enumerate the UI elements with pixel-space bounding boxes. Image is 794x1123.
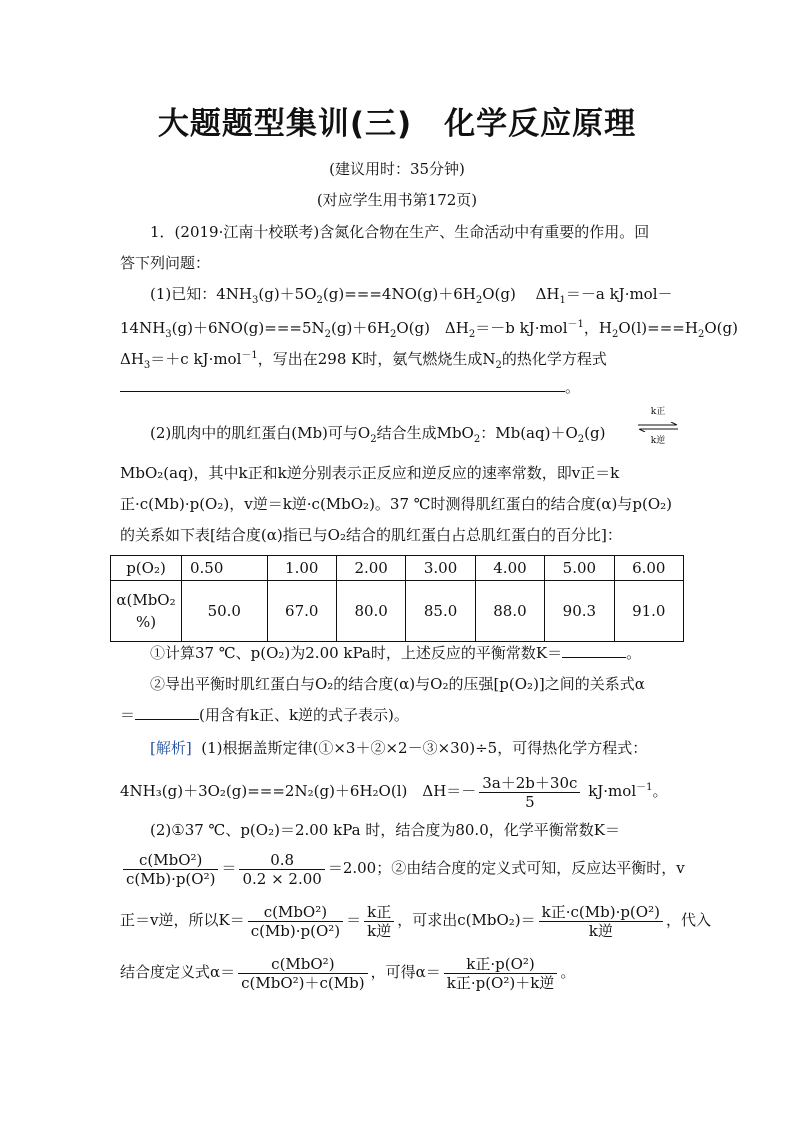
table-cell: 50.0 xyxy=(182,581,268,642)
page-title: 大题题型集训(三) 化学反应原理 xyxy=(157,106,637,142)
table-cell: 3.00 xyxy=(406,556,475,581)
sub-question-2: ②导出平衡时肌红蛋白与O₂的结合度(α)与O₂的压强[p(O₂)]之间的关系式α xyxy=(150,675,645,693)
question-1-intro-cont: 答下列问题： xyxy=(120,254,211,272)
sub-question-1: ①计算37 ℃、p(O₂)为2.00 kPa时，上述反应的平衡常数K＝ 。 xyxy=(150,644,642,662)
equilibrium-arrow-icon xyxy=(636,407,680,446)
analysis-line-6: 结合度定义式α＝ $\frac{\text{c(MbO²)}}{\text{c(MbO²)＋c(Mb)}}$ ，可得α＝ $\frac{\text{k正·p(O²)}}{\text{k正·p(O²)＋k逆}}$ 。 xyxy=(120,954,576,992)
analysis-line-4: $\frac{\text{c(MbO²)}}{\text{c(Mb)·p(O²)}}$ ＝ $\frac{0.8}{0.2 \times 2.00}$ ＝2.00；②由结合度的定义式可知，反应达平衡时，v xyxy=(120,848,685,888)
table-cell: 67.0 xyxy=(267,581,336,642)
analysis-line-5: 正＝v逆，所以K＝ $\frac{\text{c(MbO²)}}{\text{c(Mb)·p(O²)}}$ ＝ $\frac{\text{k正}}{\text{k逆}}$ ，可求出c(MbO₂)＝ $\frac{\text{k正·c(Mb)·p(O²)}}{\text{k逆}}$ ，代入 xyxy=(120,902,711,940)
table-cell: 85.0 xyxy=(406,581,475,642)
table-header-pressure: p(O₂) xyxy=(111,556,182,581)
table-row xyxy=(111,556,684,581)
table-cell: 0.50 xyxy=(182,556,268,581)
table-cell: 88.0 xyxy=(475,581,544,642)
part-1-line-1: (1)已知：$4NH_3(g)+5O_2(g)===4NO(g)+6H_2O(g)$ $\Delta H_1=-a$ kJ·mol－ xyxy=(150,285,673,306)
table-cell: 91.0 xyxy=(614,581,683,642)
part-1-line-2: $14NH_3(g)+6NO(g)===5N_2(g)+6H_2O(g)$ $\Delta H_2=-b$ kJ·mol$^{-1}$，$H_2O(l)===H_2O(g)$ xyxy=(120,319,738,340)
double-arrow-icon xyxy=(636,422,680,432)
time-note: (建议用时：35分钟) xyxy=(329,160,465,178)
part-1-answer-blank[interactable]: 。 xyxy=(120,377,580,397)
k-reverse-label: k逆 xyxy=(650,436,666,446)
part-2-line-3: 正·c(Mb)·p(O₂)，v逆＝k逆·c(MbO₂)。37 ℃时测得肌红蛋白的结合度(α)与p(O₂) xyxy=(120,495,673,513)
book-reference: (对应学生用书第172页) xyxy=(316,191,478,209)
fraction: $\frac{\text{c(MbO²)}}{\text{c(Mb)·p(O²)}}$ xyxy=(248,903,343,940)
analysis-equation: 4NH₃(g)＋3O₂(g)===2N₂(g)＋6H₂O(l) ΔH＝－ $\frac{3a+2b+30c}{5}$ kJ·mol$^{-1}$。 xyxy=(120,773,668,811)
table-row xyxy=(111,581,684,642)
part-1-line-3: $\Delta H_3=+c$ kJ·mol$^{-1}$，写出在298 K时，氨气燃烧生成$N_2$的热化学方程式 xyxy=(120,350,607,371)
fraction: $\frac{\text{c(MbO²)}}{\text{c(MbO²)＋c(Mb)}}$ xyxy=(238,955,367,992)
fraction: $\frac{\text{c(MbO²)}}{\text{c(Mb)·p(O²)}}$ xyxy=(123,851,218,888)
table-cell: 80.0 xyxy=(336,581,405,642)
k-forward-label: k正 xyxy=(650,407,666,417)
analysis-line-1: [解析] (1)根据盖斯定律(①×3＋②×2－③×30)÷5，可得热化学方程式： xyxy=(150,739,648,757)
table-cell: 4.00 xyxy=(475,556,544,581)
question-1-intro: 1．(2019·江南十校联考)含氮化合物在生产、生命活动中有重要的作用。回 xyxy=(150,223,650,241)
table-header-alpha: α(MbO₂ %) xyxy=(111,581,182,642)
fraction: $\frac{0.8}{0.2 \times 2.00}$ xyxy=(239,851,324,888)
answer-blank-alpha[interactable] xyxy=(135,705,199,720)
fraction: $\frac{\text{k正·p(O²)}}{\text{k正·p(O²)＋k逆}}$ xyxy=(444,955,558,992)
part-2-line-4: 的关系如下表[结合度(α)指已与O₂结合的肌红蛋白占总肌红蛋白的百分比]： xyxy=(120,526,622,544)
fraction: $\frac{\text{k正·c(Mb)·p(O²)}}{\text{k逆}}$ xyxy=(539,903,663,940)
part-2-line-2: MbO₂(aq)，其中k正和k逆分别表示正反应和逆反应的速率常数，即v正＝k xyxy=(120,464,620,482)
analysis-tag: [解析] xyxy=(150,739,192,757)
table-cell: 2.00 xyxy=(336,556,405,581)
sub-question-2-cont: ＝ (用含有k正、k逆的式子表示)。 xyxy=(120,706,409,724)
table-cell: 6.00 xyxy=(614,556,683,581)
analysis-line-3: (2)①37 ℃、p(O₂)＝2.00 kPa 时，结合度为80.0，化学平衡常数K＝ xyxy=(150,821,620,839)
part-2-line-1: (2)肌肉中的肌红蛋白(Mb)可与$O_2$结合生成MbO$_2$：$Mb(aq)+O_2(g)$ xyxy=(150,424,606,445)
fraction: $\frac{\text{k正}}{\text{k逆}}$ xyxy=(364,903,394,940)
table-cell: 90.3 xyxy=(545,581,614,642)
table-cell: 5.00 xyxy=(545,556,614,581)
table-cell: 1.00 xyxy=(267,556,336,581)
fraction: $\frac{3a+2b+30c}{5}$ xyxy=(479,774,580,811)
answer-blank-k[interactable] xyxy=(562,643,626,658)
binding-degree-table xyxy=(110,555,684,642)
